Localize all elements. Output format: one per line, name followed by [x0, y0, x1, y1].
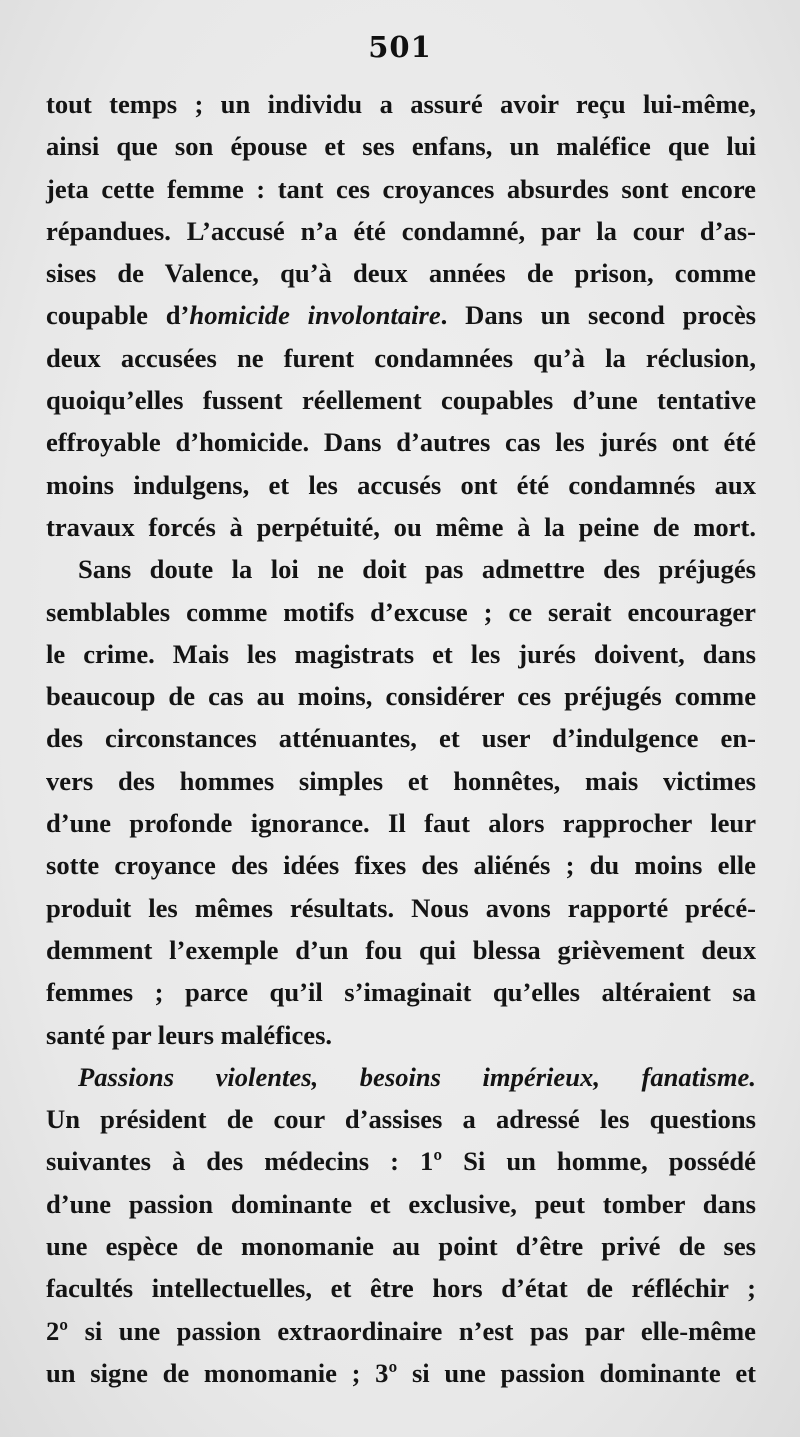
text-line: le crime. Mais les magistrats et les jurés doivent, dans	[46, 638, 756, 669]
text-line: d’une profonde ignorance. Il faut alors rapprocher leur	[46, 808, 756, 839]
text-fragment: coupable d’	[46, 300, 190, 331]
page-number: 501	[368, 30, 432, 64]
text-line: une espèce de monomanie au point d’être privé de ses	[46, 1231, 756, 1262]
page-body	[46, 83, 756, 1394]
section-heading-italic: Passions violentes, besoins impérieux, fanatisme.	[78, 1061, 756, 1092]
text-line: produit les mêmes résultats. Nous avons rapporté précé-	[46, 892, 756, 923]
text-fragment: . Dans un second procès	[440, 300, 756, 331]
text-line: 2º si une passion extraordinaire n’est pas par elle-même	[46, 1315, 756, 1346]
text-line: jeta cette femme : tant ces croyances absurdes sont encore	[46, 173, 756, 204]
text-line: effroyable d’homicide. Dans d’autres cas les jurés ont été	[46, 427, 756, 458]
text-line: répandues. L’accusé n’a été condamné, par la cour d’as-	[46, 215, 756, 246]
text-line: femmes ; parce qu’il s’imaginait qu’elles altéraient sa	[46, 977, 756, 1008]
paragraph-2	[46, 548, 756, 1056]
text-line: d’une passion dominante et exclusive, peut tomber dans	[46, 1188, 756, 1219]
text-line: quoiqu’elles fussent réellement coupables d’une tentative	[46, 385, 756, 416]
text-line: moins indulgens, et les accusés ont été condamnés aux	[46, 469, 756, 500]
text-line: facultés intellectuelles, et être hors d’état de réfléchir ;	[46, 1273, 756, 1304]
text-line-mixed	[46, 294, 756, 336]
text-line: beaucoup de cas au moins, considérer ces préjugés comme	[46, 681, 756, 712]
text-line: deux accusées ne furent condamnées qu’à la réclusion,	[46, 342, 756, 373]
paragraph-1	[46, 83, 756, 548]
text-line: vers des hommes simples et honnêtes, mais victimes	[46, 765, 756, 796]
text-line: sises de Valence, qu’à deux années de prison, comme	[46, 258, 756, 289]
paragraph-3	[46, 1056, 756, 1394]
text-line: sotte croyance des idées fixes des aliénés ; du moins elle	[46, 850, 756, 881]
text-line: un signe de monomanie ; 3º si une passion dominante et	[46, 1357, 756, 1388]
text-line: semblables comme motifs d’excuse ; ce serait encourager	[46, 596, 756, 627]
text-line: suivantes à des médecins : 1º Si un homme, possédé	[46, 1146, 756, 1177]
text-line: demment l’exemple d’un fou qui blessa grièvement deux	[46, 934, 756, 965]
text-line: travaux forcés à perpétuité, ou même à la peine de mort.	[46, 511, 756, 542]
text-line: Sans doute la loi ne doit pas admettre des préjugés	[78, 554, 756, 585]
italic-phrase: homicide involontaire	[189, 300, 441, 331]
text-line: santé par leurs maléfices.	[46, 1019, 333, 1050]
text-line: des circonstances atténuantes, et user d’indulgence en-	[46, 723, 756, 754]
text-line: Un président de cour d’assises a adressé les questions	[46, 1104, 756, 1135]
text-line: ainsi que son épouse et ses enfans, un maléfice que lui	[46, 131, 756, 162]
text-line: tout temps ; un individu a assuré avoir reçu lui-même,	[46, 89, 756, 119]
